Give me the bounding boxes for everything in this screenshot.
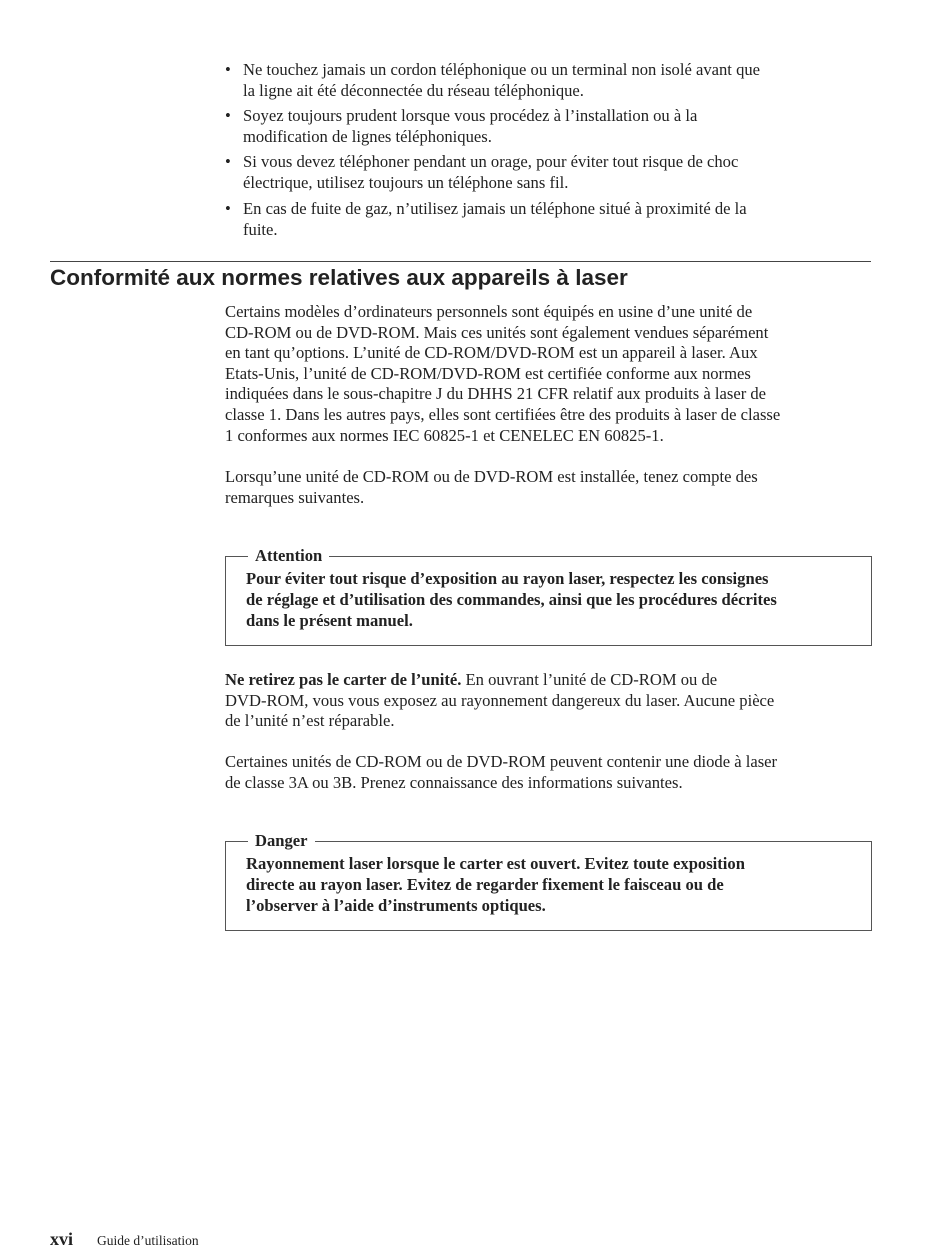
text-line: l’observer à l’aide d’instruments optiques. — [246, 895, 546, 915]
paragraph-laser-compliance — [225, 302, 780, 446]
text-line: DVD-ROM, vous vous exposez au rayonnement dangereux du laser. Aucune pièce — [225, 690, 775, 710]
text-line: directe au rayon laser. Evitez de regarder fixement le faisceau ou de — [246, 874, 724, 894]
text-line: de l’unité n’est réparable. — [225, 711, 395, 731]
text-line: Pour éviter tout risque d’exposition au rayon laser, respectez les consignes — [246, 569, 769, 588]
text-line: Rayonnement laser lorsque le carter est ouvert. Evitez toute exposition — [246, 854, 745, 873]
danger-text — [246, 854, 745, 916]
text-line: Certains modèles d’ordinateurs personnels sont équipés en usine d’une unité de — [225, 302, 753, 321]
danger-notice — [225, 831, 872, 931]
text-line: Lorsqu’une unité de CD-ROM ou de DVD-ROM est installée, tenez compte des — [225, 467, 758, 486]
bullet-marker: • — [225, 106, 231, 125]
paragraph-laser-class — [225, 752, 777, 793]
text-line: En cas de fuite de gaz, n’utilisez jamais un téléphone situé à proximité de la — [243, 199, 747, 218]
section-divider — [50, 261, 871, 262]
text-line: indiquées dans le sous-chapitre J du DHHS 21 CFR relatif aux produits à laser de — [225, 384, 767, 404]
text-line: Ne touchez jamais un cordon téléphonique ou un terminal non isolé avant que — [243, 60, 761, 79]
text-line: Certaines unités de CD-ROM ou de DVD-ROM peuvent contenir une diode à laser — [225, 752, 778, 771]
bullet-text — [243, 106, 697, 147]
text-line: dans le présent manuel. — [246, 610, 413, 630]
text-line: électrique, utilisez toujours un téléphone sans fil. — [243, 172, 569, 192]
text-line: modification de lignes téléphoniques. — [243, 126, 492, 146]
attention-label: Attention — [248, 546, 329, 566]
text-line: de classe 3A ou 3B. Prenez connaissance des informations suivantes. — [225, 772, 683, 792]
footer-title: Guide d’utilisation — [97, 1233, 199, 1248]
text-line: de réglage et d’utilisation des commandes, ainsi que les procédures décrites — [246, 589, 777, 609]
text-line: 1 conformes aux normes IEC 60825-1 et CENELEC EN 60825-1. — [225, 425, 664, 445]
text-line: classe 1. Dans les autres pays, elles sont certifiées être des produits à laser de classe — [225, 404, 781, 424]
paragraph-line — [225, 670, 774, 691]
lead-rest: En ouvrant l’unité de CD-ROM ou de — [461, 670, 718, 689]
page-number: xvi — [50, 1229, 74, 1249]
text-line: Etats-Unis, l’unité de CD-ROM/DVD-ROM est certifiée conforme aux normes — [225, 363, 751, 383]
bullet-marker: • — [225, 152, 231, 171]
paragraph-remarks — [225, 467, 758, 508]
danger-label: Danger — [248, 831, 315, 851]
attention-notice — [225, 546, 872, 646]
text-line: fuite. — [243, 219, 278, 239]
bullet-text — [243, 199, 747, 240]
text-line: en tant qu’options. L’unité de CD-ROM/DVD-ROM est un appareil à laser. Aux — [225, 343, 758, 363]
bullet-marker: • — [225, 60, 231, 79]
text-line: CD-ROM ou de DVD-ROM. Mais ces unités sont également vendues séparément — [225, 322, 769, 342]
attention-text — [246, 569, 777, 631]
bullet-marker: • — [225, 199, 231, 218]
paragraph-cover-warning — [225, 670, 774, 732]
bullet-text — [243, 60, 760, 101]
text-line: Soyez toujours prudent lorsque vous procédez à l’installation ou à la — [243, 106, 698, 125]
text-line: remarques suivantes. — [225, 487, 365, 507]
bold-lead: Ne retirez pas le carter de l’unité. — [225, 670, 462, 689]
paragraph-rest — [225, 691, 774, 732]
section-heading: Conformité aux normes relatives aux appareils à laser — [50, 265, 628, 290]
text-line: la ligne ait été déconnectée du réseau téléphonique. — [243, 80, 584, 100]
bullet-text — [243, 152, 738, 193]
text-line: Si vous devez téléphoner pendant un orage, pour éviter tout risque de choc — [243, 152, 739, 171]
